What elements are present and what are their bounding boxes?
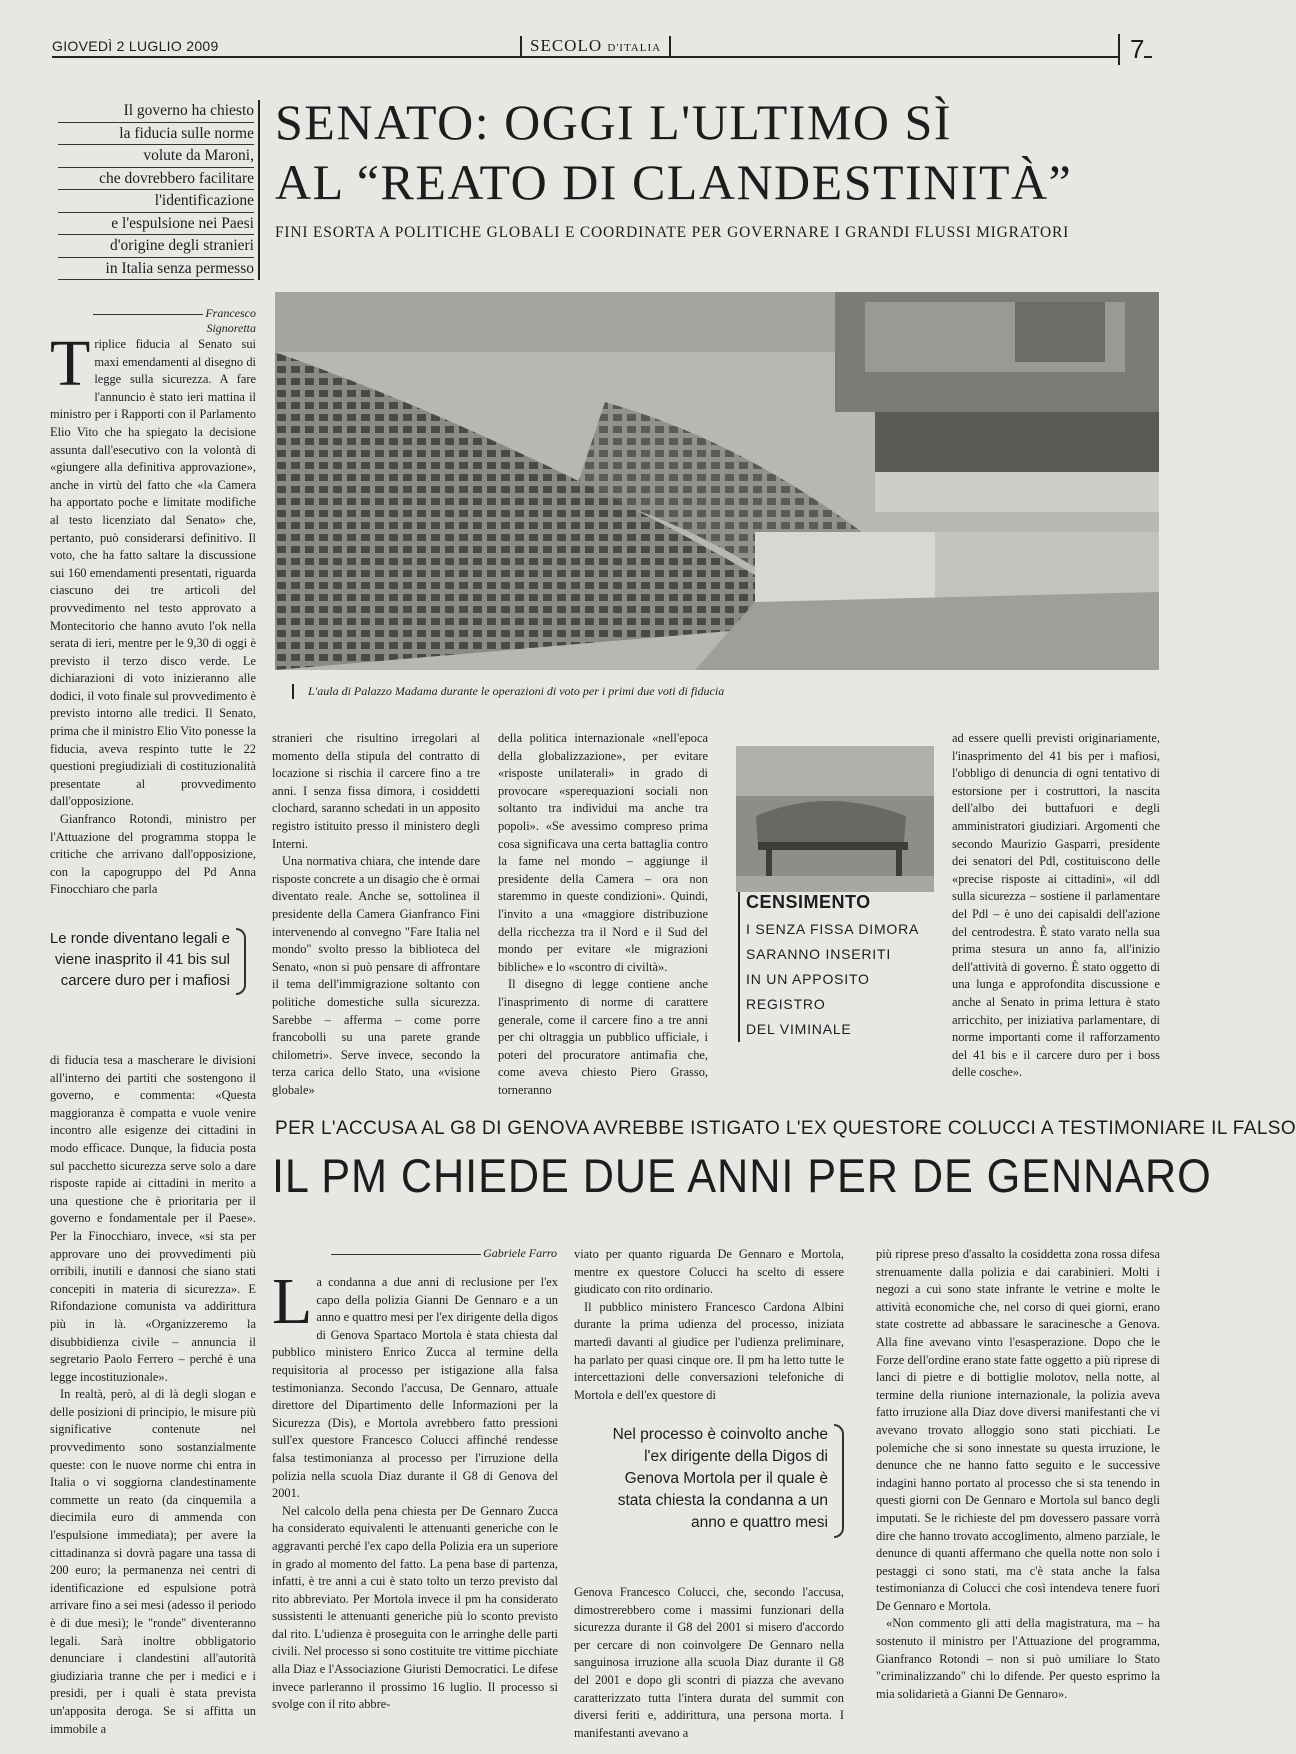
drop-cap: L <box>272 1265 313 1338</box>
pull-quote-text: Le ronde diventano legali e viene inasprito il 41 bis sul carcere duro per i mafiosi <box>49 930 230 989</box>
issue-date: GIOVEDÌ 2 LUGLIO 2009 <box>52 38 219 54</box>
byline-rule <box>93 314 203 315</box>
paragraph: di fiducia tesa a mascherare le divisioni all'interno dei partiti che sostengono il governo, e commenta: «Questa maggioranza è compatta e vuole venire incontro alle esigenze dei cittadini in modo efficace. Dunque, la fiducia posta sul pacchetto sicurezza serve solo a dare risposte rapide ai cittadini in merito a una questione che è prioritaria per il governo e fondamentale per il Paese». Per la Finocchiaro, invece, «si sta per approvare uno dei provvedimenti più orribili, inutili e dannosi che siano stati concepiti in materia di sicurezza». E Rifondazione comunista va addirittura più in là. «Organizzeremo la disubbidienza civile – annuncia il segretario Paolo Ferrero – perché è una legge incostituzionale». <box>50 1053 256 1384</box>
page-number: 7 <box>1118 34 1144 65</box>
census-line: REGISTRO <box>746 996 826 1012</box>
masthead-main: SECOLO <box>530 36 603 55</box>
paragraph: Il pubblico ministero Francesco Cardona Albini durante la prima udienza del processo, iniziata martedì davanti al giudice per l'udienza preliminare, ha parlato per quasi cinque ore. Il pm ha letto tutte le intercettazioni delle conversazioni telefoniche di Mortola e dell'ex questore di <box>574 1299 844 1402</box>
author-name: Gabriele Farro <box>483 1246 557 1260</box>
paragraph: «Non commento gli atti della magistratura, ma – ha sostenuto il ministro per l'Attuazione del programma, Gianfranco Rotondi – non si può umiliare lo Stato "criminalizzando" chi lo difende. Per questo esprimo la mia solidarietà a Gianni De Gennaro». <box>876 1616 1160 1701</box>
drop-cap: T <box>50 327 91 400</box>
homeless-photo <box>736 746 934 892</box>
paragraph: Nel calcolo della pena chiesta per De Gennaro Zucca ha considerato equivalenti le attenuanti generiche con le aggravanti perché l'ex capo della Polizia era un superiore in grado al momento del fatto. La pena base di partenza, infatti, è tre anni a cui è stato tolto un terzo previsto dal rito abbreviato. Per Mortola invece il pm ha considerato sussistenti le attenuanti generiche più lo sconto previsto dal rito. L'udienza è proseguita con le arringhe delle parti civili. Nel processo si sono costituite tre vittime picchiate alla Diaz e l'Associazione Giuristi Democratici. Le difese invece parleranno il prossimo 16 luglio. Il processo si svolge con il rito abbre- <box>272 1503 558 1712</box>
photo-caption: L'aula di Palazzo Madama durante le operazioni di voto per i primi due voti di fiducia <box>292 684 724 699</box>
article-summary <box>58 100 260 280</box>
headline-line-1: SENATO: OGGI L'ULTIMO SÌ <box>275 94 952 150</box>
summary-line: volute da Maroni, <box>58 145 254 168</box>
summary-line: d'origine degli stranieri <box>58 235 254 258</box>
paragraph: In realtà, però, al di là degli slogan e delle posizioni di principio, le misure più significative contenute nel provvedimento sono sostanzialmente queste: con le nuove norme chi entra in Italia o vi soggiorna clandestinamente commette un reato (da cinquemila a diecimila euro di ammenda con l'espulsione immediata); per avere la cittadinanza si dovrà pagare una tassa di 200 euro; la permanenza nei centri di identificazione ed espulsione potrà arrivare fino a sei mesi (adesso il periodo è di due mesi); le "ronde" diventeranno legali. Sarà inoltre obbligatorio denunciare i clandestini all'autorità giudiziaria tranne che per i medici e i presidi, per i quali è stata prevista un'apposita deroga. Se si affitta un immobile a <box>50 1387 256 1736</box>
census-line: DEL VIMINALE <box>746 1021 852 1037</box>
census-line: I SENZA FISSA DIMORA <box>746 921 920 937</box>
census-line: SARANNO INSERITI <box>746 946 892 962</box>
summary-line: la fiducia sulle norme <box>58 123 254 146</box>
paragraph: più riprese preso d'assalto la cosiddetta zona rossa difesa strenuamente dalla polizia e dai carabinieri. Molti i negozi a cui sono state infrante le vetrine e molte le attività economiche che, nel corso di quei giorni, erano state costrette ad abbassare le saracinesche a Genova. Alla fine avevano vinto l'esasperazione. Dopo che le Forze dell'ordine erano state fatte oggetto a più riprese di lanci di pietre e di bottiglie molotov, nella notte, al termine della riunione internazionale, la polizia aveva fatto irruzione alla Diaz dove diversi manifestanti che vi avevano trovato alloggio sono stati picchiati. Le polemiche che si sono innestate su questa irruzione, le denunce che ne hanno fatto seguito e le successive indagini hanno portato al processo che si sta tenendo in questi giorni con De Gennaro e Mortola sul banco degli imputati. Se le richieste del pm dovessero passare vorrà dire che hanno trovato accoglimento, almeno parziale, le denunce di quanti affermano che quella notte non solo i pestaggi ci sono stati, ma c'è stata anche la falsa testimonianza di Colucci che così intendeva tenere fuori De Gennaro e Mortola. <box>876 1247 1160 1613</box>
summary-line: in Italia senza permesso <box>58 258 254 281</box>
paragraph: viato per quanto riguarda De Gennaro e Mortola, mentre ex questore Colucci ha scelto di essere giudicato con rito ordinario. <box>574 1247 844 1297</box>
paragraph: Una normativa chiara, che intende dare risposte concrete a un disagio che è ormai diventato reale. Anche se, sottolinea il presidente della Camera Gianfranco Fini intervenendo al convegno "Fare Italia nel mondo" svolto presso la biblioteca del Senato, «non si può pensare di affrontare il tema dell'immigrazione soltanto con politiche domestiche sulla sicurezza. Sarebbe – afferma – come porre francobolli su una parete grande chilometri». Serve invece, secondo la terza carica dello Stato, una «visione globale» <box>272 854 480 1097</box>
masthead-small: D'ITALIA <box>607 42 662 54</box>
pull-quote <box>48 928 230 991</box>
headline <box>275 92 1072 212</box>
paragraph: a condanna a due anni di reclusione per l'ex capo della polizia Gianni De Gennaro e a un anno e quattro mesi per l'ex dirigente della digos di Genova Spartaco Mortola è stata chiesta dal pubblico ministero Enrico Zucca al termine della requisitoria al processo per istigazione alla falsa testimonianza. Secondo l'accusa, De Gennaro, attuale direttore del Dipartimento delle Informazioni per la Sicurezza (Dis), e Mortola avrebbero fatto pressioni sull'ex questore Francesco Colucci affinché rendesse falsa testimonianza al processo per l'irruzione della polizia nella scuola Diaz durante il G8 di Genova del 2001. <box>272 1275 558 1501</box>
paragraph: Gianfranco Rotondi, ministro per l'Attuazione del programma stoppa le critiche che arrivano dall'opposizione, con la capogruppo del Pd Anna Finocchiaro che parla <box>50 812 256 897</box>
brace-decoration <box>834 1424 844 1538</box>
subheadline: FINI ESORTA A POLITICHE GLOBALI E COORDINATE PER GOVERNARE I GRANDI FLUSSI MIGRATORI <box>275 224 1070 241</box>
census-title: CENSIMENTO <box>746 892 871 912</box>
article2-headline: IL PM CHIEDE DUE ANNI PER DE GENNARO <box>272 1149 1212 1202</box>
masthead <box>520 36 671 56</box>
article-column-5 <box>952 730 1160 1092</box>
paragraph: Il disegno di legge contiene anche l'inasprimento di norme di carattere generale, come il carcere fino a tre anni per chi oltraggia un pubblico ufficiale, i poteri del procuratore antimafia che, come aveva chiesto Piero Grasso, torneranno <box>498 977 708 1097</box>
article2-column-2-continued <box>574 1584 844 1740</box>
paragraph: stranieri che risultino irregolari al momento della stipula del contratto di locazione si rischia il carcere fino a tre anni. I senza fissa dimora, i cosiddetti clochard, saranno schedati in un apposito registro istituito presso il ministero degli Interni. <box>272 731 480 851</box>
census-line: IN UN APPOSITO <box>746 971 870 987</box>
pull-quote-text: Nel processo è coinvolto anche l'ex dirigente della Digos di Genova Mortola per il quale è stata chiesta la condanna a un anno e quattro mesi <box>612 1426 828 1531</box>
photo-illustration <box>275 292 1159 670</box>
census-box <box>738 892 942 1042</box>
article-column-1-continued <box>50 1052 256 1736</box>
article2-column-2 <box>574 1246 844 1402</box>
article2-kicker: PER L'ACCUSA AL G8 DI GENOVA AVREBBE ISTIGATO L'EX QUESTORE COLUCCI A TESTIMONIARE IL FALSO <box>275 1118 1296 1139</box>
paragraph: della politica internazionale «nell'epoca della globalizzazione», per evitare «risposte unilaterali» in grado di provocare «sperequazioni sociali non soltanto tra individui ma anche tra popoli». «Se avessimo compreso prima cosa significava una certa battaglia contro la fame nel mondo – aggiunge il presidente della Camera – ora non staremmo in queste condizioni». Quindi, l'invito a una «maggiore distribuzione della ricchezza tra il Nord e il Sud del mondo per evitare «le migrazioni bibliche» e lo «scontro di civiltà». <box>498 731 708 974</box>
summary-line: l'identificazione <box>58 190 254 213</box>
summary-line: e l'espulsione nei Paesi <box>58 213 254 236</box>
header-rule <box>52 56 1152 58</box>
photo-illustration <box>736 746 934 892</box>
article2-byline <box>272 1246 557 1261</box>
paragraph: riplice fiducia al Senato sui maxi emendamenti al disegno di legge sulla sicurezza. A fare l'annuncio è stato ieri mattina il ministro per i Rapporti con il Parlamento Elio Vito che ha spiegato la decisione assunta dall'esecutivo con la volontà di «giungere alla definitiva approvazione», anche in virtù del fatto che «la Camera ha apportato poche e limitate modifiche al testo licenziato dal Senato» che, pertanto, può considerarsi definitivo. Il voto, che ha fatto saltare la discussione sui 160 emendamenti presentati, riguarda ciascuno dei tre articoli del provvedimento nel testo approvato a Montecitorio che hanno avuto l'ok nella serata di ieri, mentre per le 9,30 di oggi è previsto il terzo disco verde. Le dichiarazioni di voto inizieranno alle dodici, il voto finale sul provvedimento è previsto intorno alle tredici. Il Senato, prima che il ministro Elio Vito ponesse la fiducia, aveva respinto tutte le 22 questioni pregiudiziali di costituzionalità presentate al provvedimento dall'opposizione. <box>50 337 256 809</box>
brace-decoration <box>236 928 246 995</box>
article-column-2 <box>272 730 480 1097</box>
author-name: Francesco Signoretta <box>205 306 256 335</box>
byline-rule <box>331 1254 481 1255</box>
paragraph: Genova Francesco Colucci, che, secondo l'accusa, dimostrerebbero come i massimi funzionari della sicurezza durante il G8 del 2001 si misero d'accordo per cercare di non coinvolgere De Gennaro nella sanguinosa irruzione alla scuola Diaz durante il G8 del 2001 e dopo gli scontri di piazza che avevano caratterizzato tutta l'intera durata del summit con diversi feriti e, addirittura, una persona morta. I manifestanti avevano a <box>574 1585 844 1740</box>
paragraph: ad essere quelli previsti originariamente, l'inasprimento del 41 bis per i mafiosi, l'obbligo di denuncia di ogni tentativo di estorsione per i costruttori, la nascita dell'albo dei buttafuori e degli amministratori giudiziari. Argomenti che secondo Maurizio Gasparri, presidente dei senatori del Pdl, costituiscono delle «precise risposte ai cittadini», «il ddl sulla sicurezza – sostiene il parlamentare del Pdl – è uno dei capisaldi dell'azione del centrodestra. È stato varato nella sua prima stesura un anno fa, all'inizio dell'attività di governo. È stato oggetto di una lunga e approfondita discussione e anche al Senato in prima lettura è stato arricchito, per iniziativa parlamentare, di norme importanti come il rafforzamento del 41 bis e il carcere duro per i boss delle cosche». <box>952 731 1160 1080</box>
article2-column-3 <box>876 1246 1160 1730</box>
senate-chamber-photo <box>275 292 1159 670</box>
article-column-1 <box>50 327 256 916</box>
summary-line: Il governo ha chiesto <box>58 100 254 123</box>
summary-line: che dovrebbero facilitare <box>58 168 254 191</box>
article2-column-1 <box>272 1265 558 1730</box>
article-column-3 <box>498 730 708 1097</box>
headline-line-2: AL “REATO DI CLANDESTINITÀ” <box>275 154 1073 210</box>
article2-pull-quote <box>610 1424 828 1534</box>
